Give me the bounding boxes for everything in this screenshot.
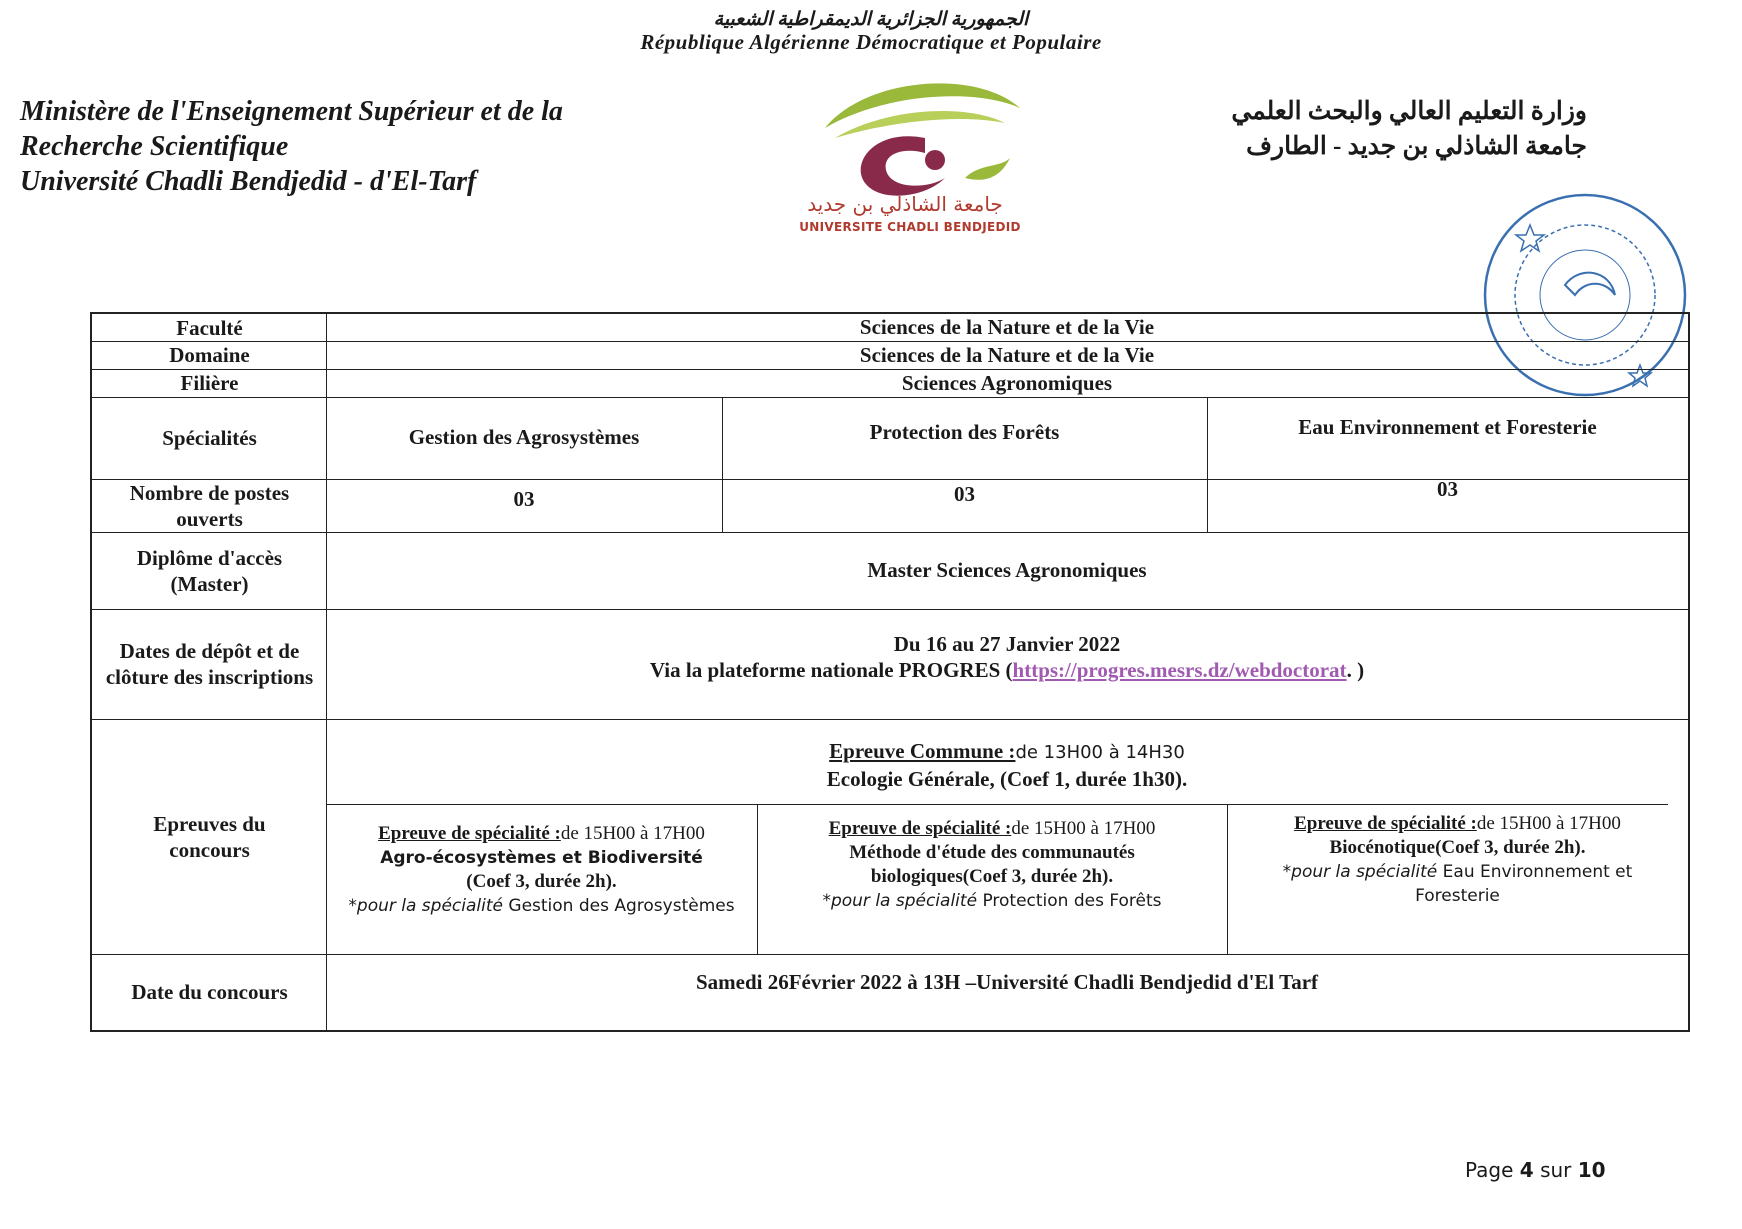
page-number <box>1465 1158 1606 1182</box>
label-date-concours: Date du concours <box>131 980 288 1004</box>
page-current: 4 <box>1519 1158 1534 1182</box>
label-faculte: Faculté <box>176 315 243 340</box>
epreuve-specialite-1 <box>326 822 757 918</box>
label-dates: Dates de dépôt et de clôture des inscriptions <box>105 639 314 689</box>
page-sep: sur <box>1540 1158 1572 1182</box>
label-specialites: Spécialités <box>162 426 257 450</box>
commune-title: Epreuve Commune : <box>829 739 1016 763</box>
dates-line-2 <box>326 657 1688 683</box>
competition-table <box>90 312 1690 1032</box>
postes-1: 03 <box>513 487 535 511</box>
faculte-value: Sciences de la Nature et de la Vie <box>859 315 1155 339</box>
spec-2-time: de 15H00 à 17H00 <box>1011 818 1156 839</box>
date-concours-value: Samedi 26Février 2022 à 13H –Université Chadli Bendjedid d'El Tarf <box>695 970 1319 994</box>
spec-3-title: Epreuve de spécialité : <box>1294 813 1477 834</box>
progres-link[interactable]: https://progres.mesrs.dz/webdoctorat <box>1012 658 1347 682</box>
ministry-line-1: Ministère de l'Enseignement Supérieur et de la <box>20 96 563 127</box>
dates-value <box>326 631 1688 683</box>
spec-1-pour: *pour la spécialité <box>348 896 503 916</box>
spec-1-title: Epreuve de spécialité : <box>378 823 561 844</box>
french-republic-title: République Algérienne Démocratique et Populaire <box>640 30 1102 54</box>
label-domaine: Domaine <box>169 343 250 367</box>
filiere-value: Sciences Agronomiques <box>901 371 1113 395</box>
domaine-value: Sciences de la Nature et de la Vie <box>859 343 1155 367</box>
logo-text-ar: جامعة الشاذلي بن جديد <box>807 192 1003 216</box>
dates-prefix: Via la plateforme nationale PROGRES ( <box>649 658 1013 682</box>
dates-suffix: . ) <box>1346 658 1365 682</box>
specialite-2: Protection des Forêts <box>869 420 1060 444</box>
epreuve-commune <box>326 738 1688 792</box>
epreuve-specialite-3 <box>1227 812 1688 908</box>
epreuve-specialite-2 <box>757 817 1227 913</box>
label-epreuves: Epreuves du concours <box>153 811 266 862</box>
ministry-line-2: Recherche Scientifique <box>20 131 289 162</box>
page-total: 10 <box>1577 1158 1606 1182</box>
spec-2-coef: biologiques(Coef 3, durée 2h). <box>870 866 1114 887</box>
dates-line-1: Du 16 au 27 Janvier 2022 <box>893 632 1121 656</box>
spec-2-pour: *pour la spécialité <box>822 891 978 911</box>
spec-1-coef: (Coef 3, durée 2h). <box>466 871 617 892</box>
spec-1-time: de 15H00 à 17H00 <box>560 823 705 844</box>
label-postes: Nombre de postes ouverts <box>129 480 290 531</box>
ministry-ar-line-2: جامعة الشاذلي بن جديد - الطارف <box>1246 133 1587 160</box>
ministry-ar-line-1: وزارة التعليم العالي والبحث العلمي <box>1231 98 1587 125</box>
spec-1-subject: Agro-écosystèmes et Biodiversité <box>380 848 703 868</box>
spec-3-time: de 15H00 à 17H00 <box>1476 813 1621 834</box>
logo-text-fr: UNIVERSITE CHADLI BENDJEDID <box>799 220 1021 234</box>
page-prefix: Page <box>1465 1158 1514 1182</box>
specialite-3: Eau Environnement et Foresterie <box>1298 415 1597 439</box>
spec-3-for: Eau Environnement et Foresterie <box>1415 862 1633 906</box>
spec-1-for: Gestion des Agrosystèmes <box>508 896 735 916</box>
spec-3-pour: *pour la spécialité <box>1282 862 1438 882</box>
specialite-1: Gestion des Agrosystèmes <box>408 425 640 449</box>
label-diplome: Diplôme d'accès (Master) <box>136 545 283 596</box>
spec-3-subject: Biocénotique(Coef 3, durée 2h). <box>1329 837 1586 858</box>
postes-2: 03 <box>954 482 975 506</box>
ministry-line-3: Université Chadli Bendjedid - d'El-Tarf <box>20 166 477 197</box>
diplome-value: Master Sciences Agronomiques <box>867 558 1147 582</box>
ministry-header-ar <box>1231 94 1587 164</box>
commune-subject: Ecologie Générale, (Coef 1, durée 1h30). <box>826 767 1188 791</box>
spec-2-for: Protection des Forêts <box>982 891 1162 911</box>
postes-3: 03 <box>1437 477 1458 501</box>
spec-2-subject: Méthode d'étude des communautés <box>849 842 1135 863</box>
ministry-header-fr <box>20 94 563 199</box>
arabic-republic-title: الجمهورية الجزائرية الديمقراطية الشعبية <box>713 9 1029 30</box>
commune-time: de 13H00 à 14H30 <box>1015 742 1185 763</box>
spec-2-title: Epreuve de spécialité : <box>828 818 1012 839</box>
label-filiere: Filière <box>180 371 239 395</box>
